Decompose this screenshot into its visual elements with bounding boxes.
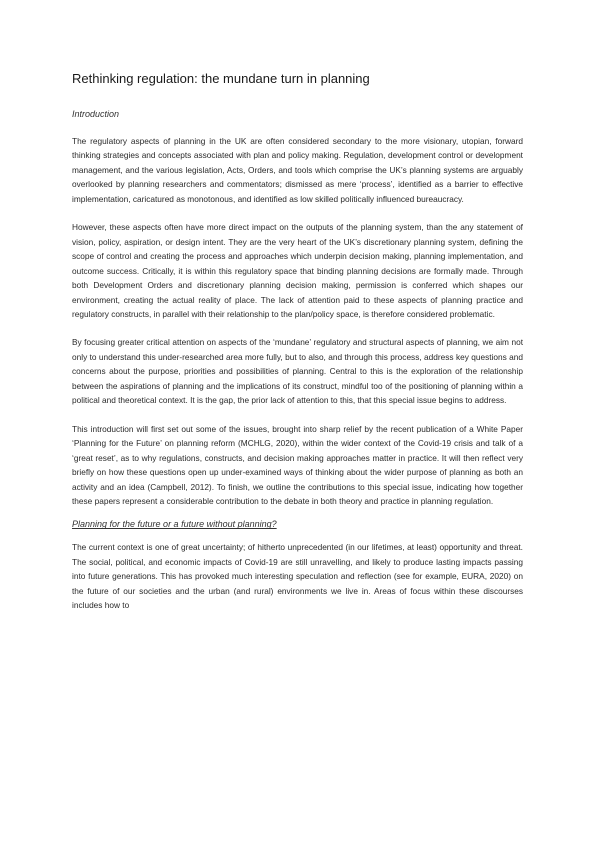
paragraph: The regulatory aspects of planning in the UK are often considered secondary to the more visionary, utopian, forward thinking strategies and concepts associated with plan and policy making. Regulation, development control or development management, and the various legislation, Acts, Orders, and tools which comprise the UK’s planning systems are arguably overlooked by planning researchers and commentators; dismissed as mere ‘process’, identified as a barrier to effective implementation, caricatured as monotonous, and identified as low skilled politically influenced bureaucracy. [72, 136, 523, 204]
document-title: Rethinking regulation: the mundane turn in planning [72, 71, 370, 86]
paragraph: By focusing greater critical attention on aspects of the ‘mundane’ regulatory and structural aspects of planning, we aim not only to understand this under-researched area more fully, but to also, and through this process, address key questions and concerns about the purpose, priorities and possibilities of planning. Central to this is the exploration of the relationship between the aspirations of planning and the implications of its construct, mindful too of the positioning of planning within a political and theoretical context. It is the gap, the prior lack of attention to this, that this special issue begins to address. [72, 337, 523, 406]
paragraph: However, these aspects often have more direct impact on the outputs of the planning system, than the any statement of vision, policy, aspiration, or design intent. They are the very heart of the UK’s discretionary planning system, defining the scope of control and creating the process and approaches which underpin decision making, planning implementation, and outcome success. Critically, it is within this regulatory space that binding planning decisions are formally made. Through both Development Orders and discretionary planning decision making, permission is conferred which shapes our environment, creating the actual reality of place. The lack of attention paid to these aspects of planning practice and regulatory constructs, in parallel with their relationship to the plan/policy space, is therefore considered problematic. [72, 222, 523, 319]
section-heading: Planning for the future or a future without planning? [72, 519, 277, 530]
paragraph: The current context is one of great uncertainty; of hitherto unprecedented (in our lifetimes, at least) opportunity and threat. The social, political, and economic impacts of Covid-19 are still unravelling, and likely to produce lasting impacts passing into future generations. This has provoked much interesting speculation and reflection (see for example, EURA, 2020) on the future of our societies and the urban (and rural) environments we live in. Areas of focus within these discourses includes how to [72, 542, 523, 611]
introduction-heading: Introduction [72, 109, 120, 119]
paragraph: This introduction will first set out some of the issues, brought into sharp relief by the recent publication of a White Paper ‘Planning for the Future’ on planning reform (MCHLG, 2020), within the wider context of the Covid-19 crisis and talk of a ‘great reset’, as to why regulations, constructs, and decision making approaches matter in practice. It will then reflect very briefly on how these questions open up under-examined ways of thinking about the wider purpose of planning as both an activity and an idea (Campbell, 2012). To finish, we outline the contributions to this special issue, indicating how together these papers represent a considerable contribution to the debate in both theory and practice in planning regulation. [72, 423, 523, 506]
